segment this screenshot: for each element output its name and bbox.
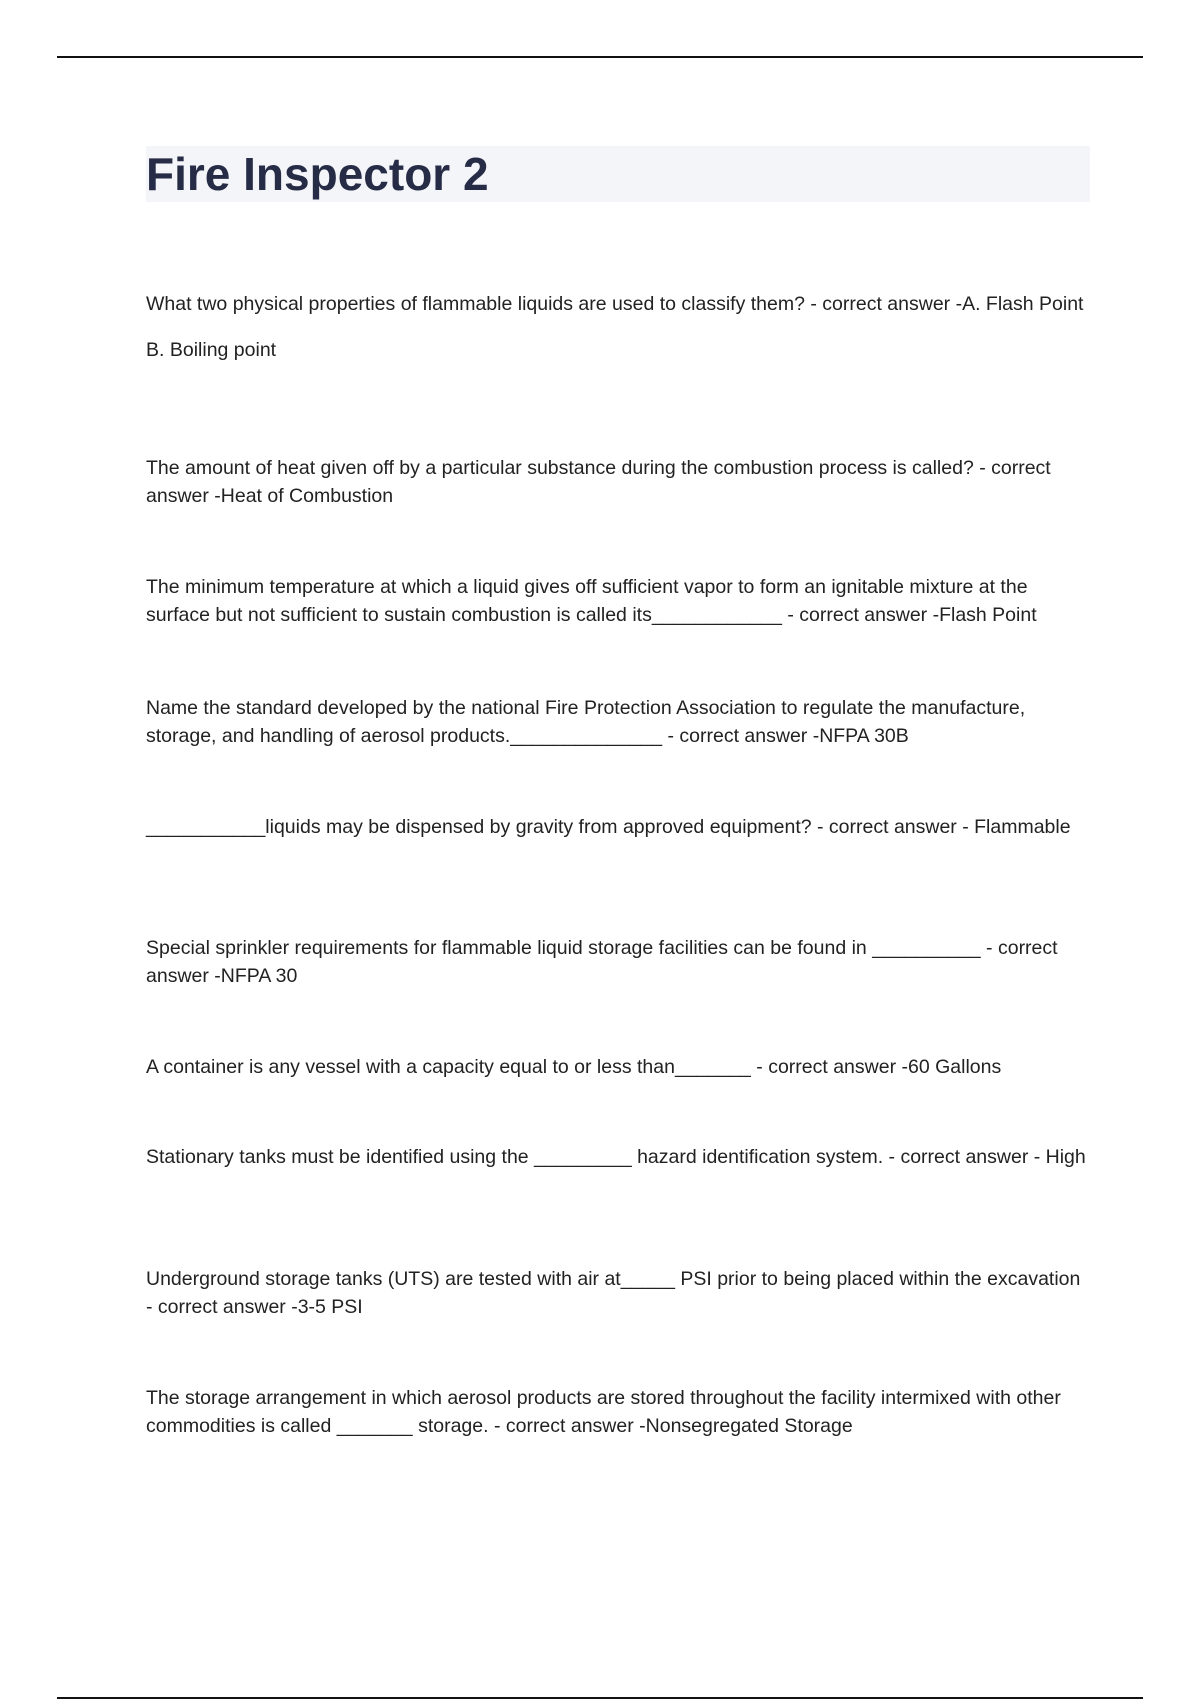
qa-item bbox=[146, 813, 1091, 841]
qa-item bbox=[146, 1384, 1091, 1440]
qa-item bbox=[146, 1265, 1091, 1321]
qa-item bbox=[146, 1143, 1091, 1171]
qa-extra-text: B. Boiling point bbox=[146, 339, 277, 361]
qa-item bbox=[146, 454, 1091, 510]
page-title: Fire Inspector 2 bbox=[146, 148, 489, 200]
qa-item bbox=[146, 573, 1091, 629]
qa-text: Special sprinkler requirements for flammable liquid storage facilities can be found in __________ - correct answer -NFPA 30 bbox=[146, 937, 1058, 987]
qa-text: The minimum temperature at which a liquid gives off sufficient vapor to form an ignitable mixture at the surface but not sufficient to sustain combustion is called its____________ - correct answer -Flash Point bbox=[146, 576, 1037, 626]
qa-text: Stationary tanks must be identified using the _________ hazard identification system. - correct answer - High bbox=[146, 1146, 1086, 1168]
qa-text: ___________liquids may be dispensed by gravity from approved equipment? - correct answer - Flammable bbox=[146, 816, 1071, 838]
qa-item bbox=[146, 1053, 1091, 1081]
top-rule bbox=[57, 56, 1143, 58]
qa-text: The amount of heat given off by a particular substance during the combustion process is called? - correct answer -Heat of Combustion bbox=[146, 457, 1051, 507]
qa-text: Underground storage tanks (UTS) are tested with air at_____ PSI prior to being placed within the excavation - correct answer -3-5 PSI bbox=[146, 1268, 1081, 1318]
qa-text: Name the standard developed by the national Fire Protection Association to regulate the manufacture, storage, and handling of aerosol products.______________ - correct answer -NFPA 30B bbox=[146, 697, 1026, 747]
qa-item bbox=[146, 934, 1091, 990]
qa-item bbox=[146, 694, 1091, 750]
qa-text: What two physical properties of flammable liquids are used to classify them? - correct answer -A. Flash Point bbox=[146, 293, 1084, 315]
qa-text: The storage arrangement in which aerosol products are stored throughout the facility intermixed with other commodities is called _______ storage. - correct answer -Nonsegregated Storage bbox=[146, 1387, 1061, 1437]
bottom-rule bbox=[57, 1697, 1143, 1699]
qa-text: A container is any vessel with a capacity equal to or less than_______ - correct answer -60 Gallons bbox=[146, 1056, 1002, 1078]
qa-item bbox=[146, 290, 1091, 364]
